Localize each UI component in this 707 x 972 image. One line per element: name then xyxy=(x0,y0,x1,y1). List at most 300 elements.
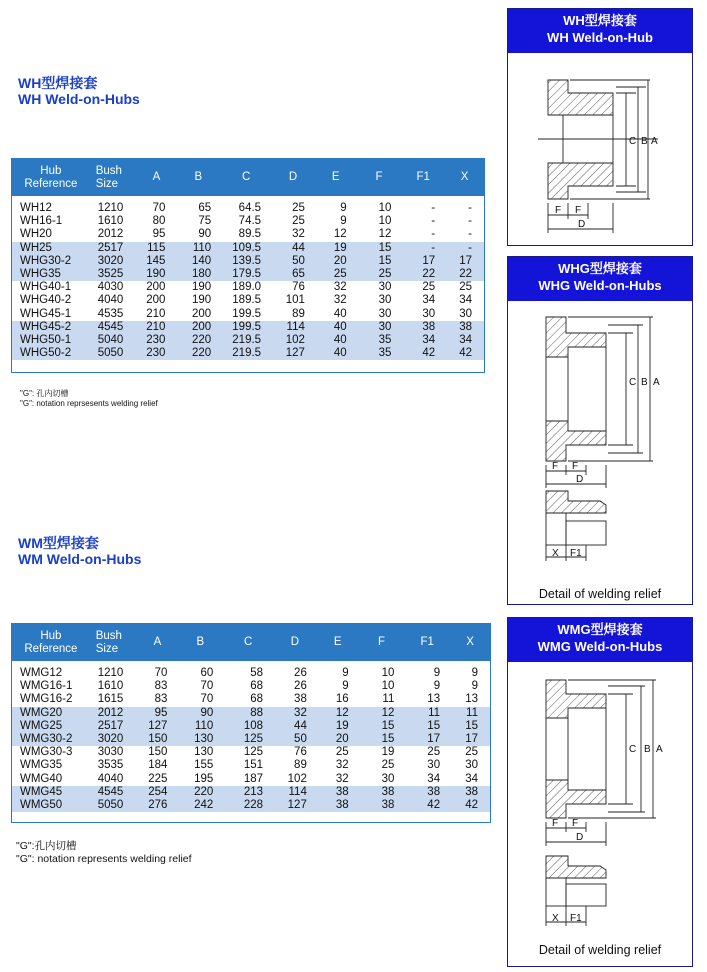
cell-bush-size: 4040 xyxy=(97,772,124,785)
panel-whg-title-cn: WHG型焊接套 xyxy=(558,261,642,276)
table-cell: 200 xyxy=(192,307,212,320)
cell-bush-size: 3030 xyxy=(97,746,124,759)
table-row xyxy=(12,720,490,733)
table-cell: 40 xyxy=(315,347,357,360)
table-cell: 190 xyxy=(192,281,212,294)
table-row xyxy=(12,680,490,693)
col-b: B xyxy=(175,159,221,196)
table-cell: 9 xyxy=(342,680,349,693)
table-cell: 199.5 xyxy=(232,307,262,320)
cell-bush-size: 4040 xyxy=(97,294,124,307)
table-row xyxy=(12,347,484,360)
col-bush-size: Bush Size xyxy=(90,159,138,196)
panel-wh-header xyxy=(508,9,692,53)
table-cell: 58 xyxy=(250,667,264,679)
table-row xyxy=(12,786,490,799)
table-cell: 210 xyxy=(146,307,166,320)
table-cell: 228 xyxy=(223,799,273,812)
table-cell: 9 xyxy=(471,667,478,679)
cell-hub-reference: WMG50 xyxy=(12,799,90,812)
wh-table-body xyxy=(12,196,484,360)
table-cell: 35 xyxy=(357,334,402,347)
col-f1: F1 xyxy=(401,159,445,196)
table-cell: 9 xyxy=(342,667,349,679)
cell-bush-size: 4545 xyxy=(90,786,138,799)
table-cell: 25 xyxy=(459,281,472,294)
cell-bush-size: 4535 xyxy=(97,307,124,320)
table-cell: 9 xyxy=(433,680,441,693)
wh-hub-drawing xyxy=(508,55,694,245)
table-cell: 151 xyxy=(243,759,264,772)
whg-hub-drawing xyxy=(508,303,694,603)
table-cell: 17 xyxy=(401,255,445,268)
cell-bush-size: 2517 xyxy=(90,720,138,733)
col-d: D xyxy=(271,159,315,196)
wh-title-cn: WH型焊接套 xyxy=(18,75,98,91)
table-cell: 70 xyxy=(154,667,168,679)
table-cell: 34 xyxy=(401,334,445,347)
table-cell: 76 xyxy=(292,281,305,294)
col-a: A xyxy=(138,159,176,196)
table-cell: 38 xyxy=(404,786,450,799)
table-row xyxy=(12,661,490,680)
table-cell: 34 xyxy=(422,294,436,307)
table-cell: 230 xyxy=(138,334,176,347)
table-cell: 15 xyxy=(359,733,405,746)
table-cell: 101 xyxy=(285,294,305,307)
table-cell: 38 xyxy=(294,693,307,706)
table-cell: 90 xyxy=(177,707,223,720)
dim-f-label-2: F xyxy=(575,205,582,216)
table-cell: 219.5 xyxy=(221,347,271,360)
table-row xyxy=(12,759,490,772)
panel-wmg-title-en: WMG Weld-on-Hubs xyxy=(537,639,663,654)
table-cell: 10 xyxy=(378,215,392,228)
table-cell: 30 xyxy=(465,759,478,772)
table-cell: 225 xyxy=(148,772,168,785)
table-cell: 25 xyxy=(292,215,305,228)
table-cell: 35 xyxy=(357,347,402,360)
table-cell: 150 xyxy=(148,746,168,759)
table-cell: 20 xyxy=(317,733,359,746)
table-cell: 150 xyxy=(138,733,178,746)
cell-hub-reference: WMG30-3 xyxy=(20,746,73,759)
cell-hub-reference: WH12 xyxy=(20,202,52,214)
table-cell: 25 xyxy=(427,746,441,759)
panel-wmg xyxy=(507,617,693,967)
table-row xyxy=(12,773,490,786)
table-cell: 30 xyxy=(427,759,441,772)
table-row xyxy=(12,268,484,281)
dim-f1-label: F1 xyxy=(570,913,582,924)
col-e: E xyxy=(315,159,357,196)
cell-hub-reference: WH16-1 xyxy=(20,215,63,228)
table-row xyxy=(12,746,490,759)
table-cell: 130 xyxy=(177,733,223,746)
table-cell: 9 xyxy=(340,215,347,228)
table-cell: 26 xyxy=(294,667,307,679)
dim-b-label: B xyxy=(641,377,648,388)
table-cell: 32 xyxy=(333,294,347,307)
cell-hub-reference: WMG40 xyxy=(20,772,63,785)
cell-hub-reference: WH20 xyxy=(20,228,52,241)
table-row xyxy=(12,733,490,746)
table-cell: 50 xyxy=(271,255,315,268)
table-cell: 179.5 xyxy=(221,268,271,281)
table-row xyxy=(12,799,490,812)
table-cell: 9 xyxy=(340,202,347,214)
table-cell: 40 xyxy=(315,334,357,347)
dim-f-label-2: F xyxy=(572,461,579,472)
dim-x-label: X xyxy=(552,913,559,924)
table-cell: 70 xyxy=(152,202,166,214)
col-x: X xyxy=(445,159,484,196)
table-row xyxy=(12,228,484,241)
table-cell: - xyxy=(468,215,472,228)
table-cell: 139.5 xyxy=(221,255,271,268)
wm-note-cn: "G":孔内切槽 xyxy=(16,840,77,852)
cell-hub-reference: WHG40-1 xyxy=(20,281,72,294)
table-cell: 22 xyxy=(445,268,484,281)
table-cell: - xyxy=(401,242,445,255)
panel-whg xyxy=(507,256,693,605)
table-cell: - xyxy=(431,202,436,214)
wh-note-cn: "G": 孔内切槽 xyxy=(20,389,69,398)
table-cell: 16 xyxy=(335,693,349,706)
table-cell: 140 xyxy=(175,255,221,268)
table-cell: 15 xyxy=(450,720,490,733)
cell-bush-size: 1210 xyxy=(97,202,124,214)
table-cell: 25 xyxy=(335,746,349,759)
table-cell: 200 xyxy=(146,294,166,307)
dim-a-label: A xyxy=(651,136,658,147)
panel-wmg-header xyxy=(508,618,692,662)
table-cell: 195 xyxy=(194,772,214,785)
table-cell: 12 xyxy=(317,707,359,720)
table-cell: 9 xyxy=(433,667,441,679)
table-cell: 38 xyxy=(317,799,359,812)
table-cell: 127 xyxy=(271,347,315,360)
table-cell: - xyxy=(431,215,436,228)
table-cell: 187 xyxy=(243,772,264,785)
dim-f-label: F xyxy=(552,818,559,829)
table-cell: 34 xyxy=(445,334,484,347)
table-cell: 42 xyxy=(404,799,450,812)
table-cell: 11 xyxy=(450,707,490,720)
cell-hub-reference: WMG45 xyxy=(12,786,90,799)
table-row xyxy=(12,707,490,720)
table-cell: 80 xyxy=(152,215,166,228)
table-cell: 19 xyxy=(315,242,357,255)
table-cell: 32 xyxy=(335,772,349,785)
cell-bush-size: 4545 xyxy=(90,321,138,334)
table-cell: 254 xyxy=(138,786,178,799)
table-row xyxy=(12,255,484,268)
table-cell: 210 xyxy=(138,321,176,334)
table-row xyxy=(12,196,484,215)
table-cell: 65 xyxy=(271,268,315,281)
table-cell: 89.5 xyxy=(238,228,262,241)
table-cell: 40 xyxy=(333,307,347,320)
cell-bush-size: 2517 xyxy=(90,242,138,255)
panel-wh-title-cn: WH型焊接套 xyxy=(563,13,637,28)
table-cell: 30 xyxy=(378,294,392,307)
panel-wmg-title-cn: WMG型焊接套 xyxy=(557,622,643,637)
table-cell: 38 xyxy=(359,786,405,799)
cell-hub-reference: WMG35 xyxy=(20,759,63,772)
dim-c-label: C xyxy=(629,744,637,755)
table-row xyxy=(12,281,484,294)
table-cell: 17 xyxy=(445,255,484,268)
table-cell: 38 xyxy=(401,321,445,334)
table-cell: 95 xyxy=(138,707,178,720)
table-cell: 76 xyxy=(294,746,307,759)
table-cell: 42 xyxy=(401,347,445,360)
table-cell: 125 xyxy=(223,733,273,746)
cell-hub-reference: WHG50-2 xyxy=(12,347,90,360)
wm-note-en: "G": notation represents welding relief xyxy=(16,853,192,865)
cell-bush-size: 1610 xyxy=(97,215,124,228)
table-cell: 70 xyxy=(200,680,214,693)
col-f: F xyxy=(359,624,405,661)
table-cell: 32 xyxy=(292,228,305,241)
table-cell: 34 xyxy=(465,772,478,785)
table-cell: 220 xyxy=(175,334,221,347)
table-cell: 65 xyxy=(198,202,212,214)
table-cell: 30 xyxy=(357,321,402,334)
table-cell: 60 xyxy=(200,667,214,679)
cell-hub-reference: WMG16-2 xyxy=(20,693,73,706)
table-cell: 109.5 xyxy=(221,242,271,255)
col-x: X xyxy=(450,624,490,661)
table-cell: 83 xyxy=(154,693,168,706)
cell-bush-size: 1210 xyxy=(97,667,124,679)
table-cell: 38 xyxy=(359,799,405,812)
table-cell: 34 xyxy=(427,772,441,785)
cell-bush-size: 5040 xyxy=(90,334,138,347)
table-cell: 44 xyxy=(271,242,315,255)
table-cell: 180 xyxy=(175,268,221,281)
cell-hub-reference: WMG12 xyxy=(20,667,63,679)
table-cell: 25 xyxy=(465,746,478,759)
table-cell: 12 xyxy=(359,707,405,720)
table-row xyxy=(12,321,484,334)
cell-bush-size: 1615 xyxy=(97,693,124,706)
cell-bush-size: 5050 xyxy=(90,799,138,812)
dim-d-label: D xyxy=(576,832,584,843)
cell-bush-size: 1610 xyxy=(97,680,124,693)
table-cell: 189.5 xyxy=(232,294,262,307)
table-cell: 12 xyxy=(333,228,347,241)
table-cell: 190 xyxy=(192,294,212,307)
panel-whg-header xyxy=(508,257,692,301)
table-cell: 25 xyxy=(422,281,436,294)
cell-hub-reference: WMG30-2 xyxy=(12,733,90,746)
col-f1: F1 xyxy=(404,624,450,661)
table-cell: 213 xyxy=(223,786,273,799)
cell-hub-reference: WHG40-2 xyxy=(20,294,72,307)
dim-f-label: F xyxy=(555,205,562,216)
table-cell: 108 xyxy=(223,720,273,733)
table-cell: 89 xyxy=(292,307,305,320)
dim-b-label: B xyxy=(644,744,651,755)
panel-wh-title-en: WH Weld-on-Hub xyxy=(547,30,653,45)
table-cell: 12 xyxy=(378,228,392,241)
col-d: D xyxy=(273,624,317,661)
wmg-hub-drawing xyxy=(508,664,694,964)
wh-title-en: WH Weld-on-Hubs xyxy=(18,91,140,107)
col-f: F xyxy=(357,159,402,196)
table-cell: 30 xyxy=(422,307,436,320)
dim-d-label: D xyxy=(578,219,586,230)
table-cell: - xyxy=(468,202,472,214)
table-cell: 30 xyxy=(378,281,392,294)
table-cell: - xyxy=(468,228,472,241)
cell-bush-size: 3020 xyxy=(90,733,138,746)
table-cell: 125 xyxy=(243,746,264,759)
table-cell: 22 xyxy=(401,268,445,281)
table-cell: 10 xyxy=(381,667,395,679)
table-cell: 32 xyxy=(333,281,347,294)
wm-title-en: WM Weld-on-Hubs xyxy=(18,551,142,567)
dim-d-label: D xyxy=(576,474,584,485)
table-cell: 68 xyxy=(250,680,264,693)
table-cell: 64.5 xyxy=(238,202,262,214)
table-cell: 15 xyxy=(359,720,405,733)
cell-hub-reference: WHG50-1 xyxy=(12,334,90,347)
table-cell: 220 xyxy=(177,786,223,799)
table-cell: 42 xyxy=(450,799,490,812)
table-cell: 89 xyxy=(294,759,307,772)
table-cell: 38 xyxy=(450,786,490,799)
table-cell: 17 xyxy=(450,733,490,746)
table-cell: - xyxy=(431,228,436,241)
table-cell: 276 xyxy=(138,799,178,812)
table-cell: 40 xyxy=(315,321,357,334)
table-row xyxy=(12,242,484,255)
table-cell: 38 xyxy=(317,786,359,799)
table-row xyxy=(12,334,484,347)
table-cell: 25 xyxy=(381,759,395,772)
table-cell: 102 xyxy=(271,334,315,347)
cell-hub-reference: WHG30-2 xyxy=(12,255,90,268)
wm-title-cn: WM型焊接套 xyxy=(18,535,99,551)
table-cell: 25 xyxy=(315,268,357,281)
table-cell: 30 xyxy=(381,772,395,785)
table-row xyxy=(12,308,484,321)
table-cell: 220 xyxy=(175,347,221,360)
panel-whg-title-en: WHG Weld-on-Hubs xyxy=(538,278,662,293)
table-cell: 42 xyxy=(445,347,484,360)
table-cell: 19 xyxy=(381,746,395,759)
table-cell: 88 xyxy=(223,707,273,720)
col-bush-size: Bush Size xyxy=(90,624,138,661)
cell-bush-size: 2012 xyxy=(90,707,138,720)
col-b: B xyxy=(177,624,223,661)
table-cell: 127 xyxy=(138,720,178,733)
table-cell: 32 xyxy=(335,759,349,772)
table-cell: 11 xyxy=(404,707,450,720)
table-cell: 25 xyxy=(292,202,305,214)
wmg-caption: Detail of welding relief xyxy=(538,943,662,957)
table-cell: 95 xyxy=(152,228,166,241)
col-a: A xyxy=(138,624,178,661)
table-cell: 102 xyxy=(287,772,307,785)
table-cell: 30 xyxy=(459,307,472,320)
cell-hub-reference: WHG35 xyxy=(12,268,90,281)
dim-f-label: F xyxy=(552,461,559,472)
wh-table xyxy=(11,158,485,373)
col-hub-reference: Hub Reference xyxy=(12,159,90,196)
table-row xyxy=(12,215,484,228)
cell-bush-size: 4030 xyxy=(97,281,124,294)
wm-table-body xyxy=(12,661,490,812)
cell-hub-reference: WH25 xyxy=(12,242,90,255)
table-cell: 32 xyxy=(273,707,317,720)
table-cell: - xyxy=(445,242,484,255)
table-cell: 200 xyxy=(146,281,166,294)
table-cell: 90 xyxy=(198,228,212,241)
cell-bush-size: 5050 xyxy=(90,347,138,360)
table-cell: 115 xyxy=(138,242,176,255)
cell-hub-reference: WMG25 xyxy=(12,720,90,733)
table-cell: 114 xyxy=(273,786,317,799)
cell-hub-reference: WMG20 xyxy=(12,707,90,720)
table-cell: 50 xyxy=(273,733,317,746)
dim-f-label-2: F xyxy=(572,818,579,829)
dim-f1-label: F1 xyxy=(570,548,582,559)
table-cell: 25 xyxy=(357,268,402,281)
wm-table xyxy=(11,623,491,823)
table-cell: 83 xyxy=(154,680,168,693)
table-cell: 184 xyxy=(148,759,168,772)
table-cell: 110 xyxy=(175,242,221,255)
cell-bush-size: 3525 xyxy=(90,268,138,281)
dim-b-label: B xyxy=(641,136,648,147)
table-row xyxy=(12,693,490,706)
table-cell: 242 xyxy=(177,799,223,812)
table-cell: 13 xyxy=(427,693,441,706)
table-cell: 10 xyxy=(378,202,392,214)
dim-c-label: C xyxy=(629,377,637,388)
table-cell: 11 xyxy=(382,693,395,706)
table-cell: 75 xyxy=(198,215,212,228)
table-cell: 10 xyxy=(381,680,395,693)
cell-bush-size: 3535 xyxy=(97,759,124,772)
col-c: C xyxy=(221,159,271,196)
cell-bush-size: 2012 xyxy=(97,228,124,241)
table-cell: 145 xyxy=(138,255,176,268)
table-cell: 189.0 xyxy=(232,281,262,294)
table-cell: 15 xyxy=(357,255,402,268)
table-cell: 15 xyxy=(357,242,402,255)
table-row xyxy=(12,294,484,307)
table-cell: 70 xyxy=(200,693,214,706)
cell-bush-size: 3020 xyxy=(90,255,138,268)
table-cell: 110 xyxy=(177,720,223,733)
panel-wh xyxy=(507,8,693,246)
table-cell: 114 xyxy=(271,321,315,334)
table-cell: 74.5 xyxy=(238,215,262,228)
table-cell: 200 xyxy=(175,321,221,334)
table-cell: 230 xyxy=(138,347,176,360)
table-cell: 17 xyxy=(404,733,450,746)
table-cell: 68 xyxy=(250,693,264,706)
dim-a-label: A xyxy=(656,744,663,755)
col-c: C xyxy=(223,624,273,661)
table-cell: 15 xyxy=(404,720,450,733)
table-cell: 30 xyxy=(378,307,392,320)
